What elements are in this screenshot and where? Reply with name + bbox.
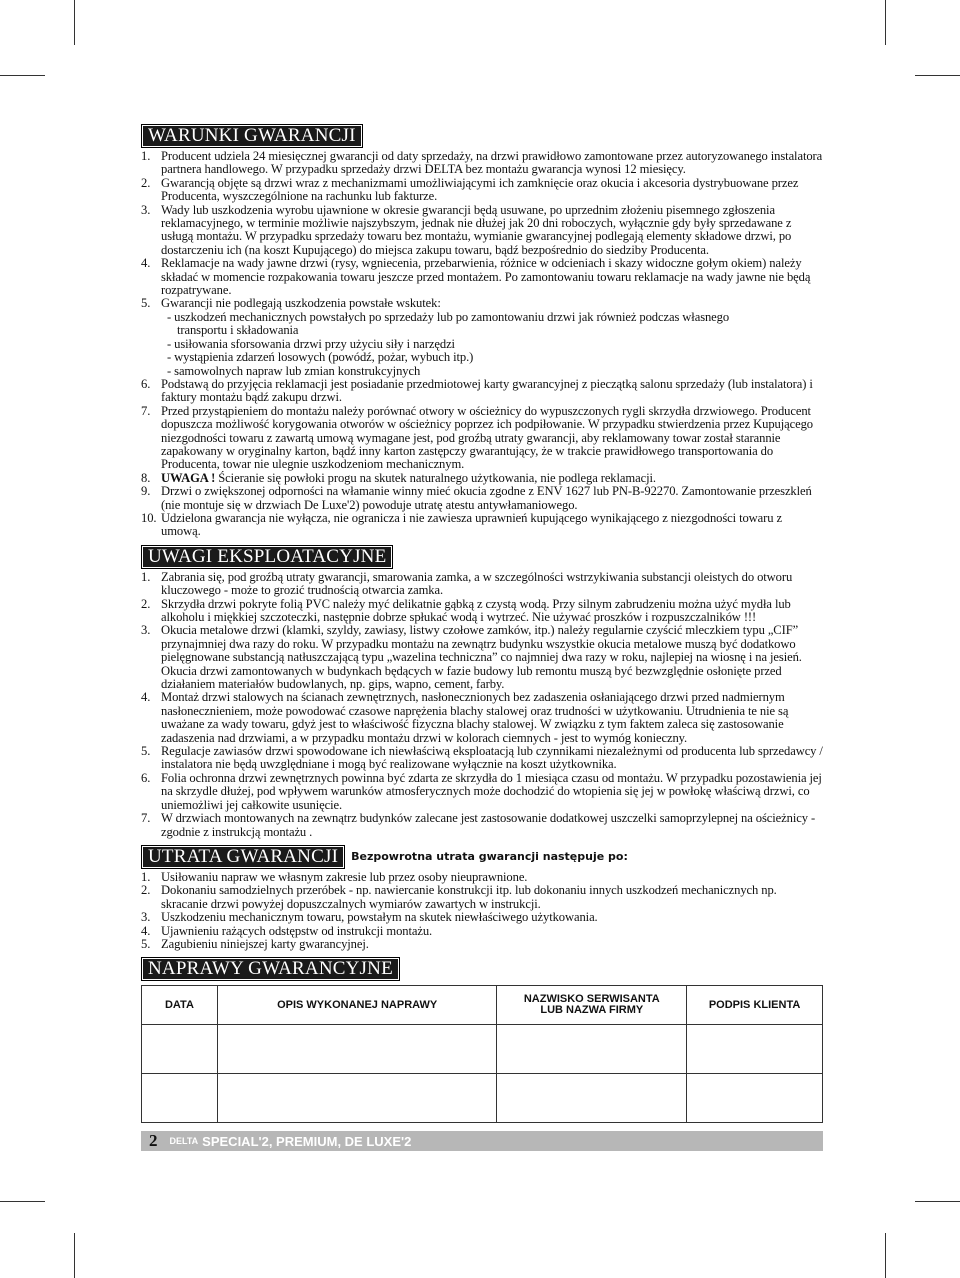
table-cell[interactable] — [687, 1025, 823, 1074]
item-number: 3. — [141, 623, 151, 638]
item-text: Ujawnieniu rażących odstępstw od instrukcji montażu. — [161, 923, 433, 938]
table-cell[interactable] — [687, 1074, 823, 1123]
section-header-warranty-loss — [141, 845, 823, 869]
list-item — [141, 745, 823, 772]
item-number: 4. — [141, 690, 151, 705]
item-text: Producent udziela 24 miesięcznej gwarancji od daty sprzedaży, na drzwi prawidłowo zamontowane przez autoryzowanego instalatora partnera handlowego. W przypadku sprzedaży drzwi DELTA bez montażu gwarancja wynosi 12 miesięcy. — [161, 149, 823, 177]
item-text: Usiłowaniu napraw we własnym zakresie lub przez osoby nieuprawnione. — [161, 869, 528, 884]
crop-mark — [915, 75, 960, 76]
table-row — [142, 1074, 823, 1123]
list-item — [141, 297, 823, 377]
item-text: Drzwi o zwiększonej odporności na włamanie winny mieć okucia zgodne z ENV 1627 lub PN-B-92270. Zamontowanie przeszkleń (nie montuje się w drzwiach De Luxe'2) powoduje utratę atestu antywłamaniowego. — [161, 484, 812, 512]
usage-notes-list — [141, 571, 823, 839]
item-text — [161, 472, 823, 485]
item-number: 4. — [141, 923, 151, 938]
column-header-client-signature: PODPIS KLIENTA — [687, 986, 823, 1025]
column-header-repair-description: OPIS WYKONANEJ NAPRAWY — [217, 986, 497, 1025]
item-text: Gwarancją objęte są drzwi wraz z mechanizmami umożliwiającymi ich zamknięcie oraz okucia i akcesoria dystrybuowane przez Producenta, wyszczególnione na rachunku lub fakturze. — [161, 175, 799, 204]
section-header-warranty-repairs — [141, 957, 823, 981]
crop-mark — [885, 0, 886, 45]
section-header-warranty-terms — [141, 124, 823, 148]
item-text: Podstawą do przyjęcia reklamacji jest posiadanie przedmiotowej karty gwarancyjnej z pieczątką salonu sprzedaży (lub instalatora) i faktury montażu bądź zakupu drzwi. — [161, 376, 813, 405]
column-header-technician: NAZWISKO SERWISANTA LUB NAZWA FIRMY — [497, 986, 687, 1025]
sub-bullet: - wystąpienia zdarzeń losowych (powódź, pożar, wybuch itp.) — [167, 350, 474, 365]
list-item — [141, 485, 823, 512]
item-number: 6. — [141, 376, 151, 391]
list-item — [141, 624, 823, 691]
item-lead: Gwarancji nie podlegają uszkodzenia powstałe wskutek: — [161, 296, 441, 311]
warranty-loss-list — [141, 871, 823, 951]
item-number: 2. — [141, 596, 151, 611]
section-title: UTRATA GWARANCJI — [141, 845, 345, 869]
item-number: 5. — [141, 744, 151, 759]
item-text: Dokonaniu samodzielnych przeróbek - np. nawiercanie konstrukcji itp. lub dokonaniu innych uszkodzeń mechanicznych np. skracanie drzwi powyżej dopuszczalnych wymiarów zawartych w instrukcji. — [161, 883, 777, 911]
item-text: Udzielona gwarancja nie wyłącza, nie ogranicza i nie zawiesza uprawnień kupującego wynikającego z niezgodności towaru z umową. — [161, 510, 782, 539]
item-text — [161, 297, 823, 377]
list-item — [141, 150, 823, 177]
item-text: Montaż drzwi stalowych na ścianach zewnętrznych, nasłonecznionych bez zadaszenia osłaniającego drzwi przed nadmiernym nasłonecznieniem, może powodować czasowe naprężenia blachy stalowej oraz trudności w użytkowaniu. Utrudnienia te nie są uważane za wady towaru, gdyż jest to właściwość fizyczna blachy stalowej. W związku z tym faktem zaleca się zastosowanie zadaszenia nad drzwiami, a w przypadku montażu drzwi w kolorach ciemnych - jest to wymóg konieczny. — [161, 690, 789, 745]
item-number: 3. — [141, 202, 151, 217]
item-number: 1. — [141, 149, 151, 163]
item-number: 10. — [141, 510, 157, 525]
table-cell[interactable] — [497, 1025, 687, 1074]
item-number: 7. — [141, 811, 151, 826]
list-item — [141, 871, 823, 884]
product-models: SPECIAL'2, PREMIUM, DE LUXE'2 — [202, 1133, 412, 1149]
list-item — [141, 772, 823, 812]
sub-bullet: - usiłowania sforsowania drzwi przy użyciu siły i narzędzi — [167, 336, 455, 351]
item-text: Folia ochronna drzwi zewnętrznych powinna być zdarta ze skrzydła do 1 miesiąca czasu od montażu. W przypadku pozostawienia jej na skrzydle dłużej, pod wpływem warunków atmosferycznych może dochodzić do wtopienia się jej w powłokę właściwą drzwi, co uniemożliwi jej całkowite usunięcie. — [161, 770, 822, 812]
list-item — [141, 925, 823, 938]
warranty-terms-list — [141, 150, 823, 539]
item-text: Regulacje zawiasów drzwi spowodowane ich niewłaściwą eksploatacją lub czynnikami niezależnymi od producenta lub sprzedawcy / instalatora nie będą uwzględniane i mogą być realizowane wyłącznie na koszt użytkownika. — [161, 744, 823, 772]
page-footer — [141, 1131, 823, 1151]
list-item — [141, 472, 823, 485]
repairs-table — [141, 985, 823, 1123]
item-text: W drzwiach montowanych na zewnątrz budynków zalecane jest zastosowanie dodatkowej uszczelki samoprzylepnej na ościeżnicy - zgodnie z instrukcją montażu . — [161, 811, 816, 839]
list-item — [141, 812, 823, 839]
section-header-usage-notes — [141, 545, 823, 569]
list-item — [141, 204, 823, 258]
crop-mark — [74, 1233, 75, 1278]
item-number: 3. — [141, 910, 151, 925]
list-item — [141, 177, 823, 204]
sub-bullet — [161, 311, 823, 338]
item-number: 6. — [141, 770, 151, 785]
crop-mark — [74, 0, 75, 45]
column-header-date: DATA — [142, 986, 218, 1025]
table-cell[interactable] — [142, 1025, 218, 1074]
list-item — [141, 405, 823, 472]
section-subtitle: Bezpowrotna utrata gwarancji następuje po: — [351, 850, 628, 864]
crop-mark — [885, 1233, 886, 1278]
crop-mark — [915, 1201, 960, 1202]
sub-bullet-continuation: transportu i składowania — [177, 323, 299, 338]
page-number: 2 — [149, 1131, 158, 1150]
list-item — [141, 378, 823, 405]
crop-mark — [0, 75, 45, 76]
list-item — [141, 938, 823, 951]
table-cell[interactable] — [217, 1025, 497, 1074]
item-text: Wady lub uszkodzenia wyrobu ujawnione w okresie gwarancji będą usuwane, po uprzednim złożeniu pisemnego zgłoszenia reklamacyjnego, w terminie możliwie najszybszym, jednak nie dłużej jak 20 dni roboczych, wyłącznie gdy były sprzedawane z usługą montażu. W przypadku sprzedaży towaru bez montażu, wymianie gwarancyjnej podlegają elementy składowe drzwi, po dostarczeniu ich (na koszt Kupującego) do miejsca zakupu towaru, bądź bezpośrednio do siedziby Producenta. — [161, 202, 792, 257]
item-text: Przed przystąpieniem do montażu należy porównać otwory w ościeżnicy do wypuszczonych rygli skrzydła drzwiowego. Producent dopuszcza możliwość korygowania otworów w ościeżnicy poprzez ich podpiłowanie. W przypadku stwierdzenia przez Kupującego niezgodności towaru z zawartą umową wymagane jest, pod groźbą utraty gwarancji, aby reklamowany towar został starannie zapakowany w oryginalny karton, bądź inny karton zastępczy gwarantujący, że w trakcie prawidłowego transportowania do Producenta, towar nie ulegnie uszkodzeniom mechanicznym. — [161, 403, 813, 472]
sub-bullet: - samowolnych napraw lub zmian konstrukcyjnych — [167, 363, 421, 378]
list-item — [141, 911, 823, 924]
item-text: Skrzydła drzwi pokryte folią PVC należy myć delikatnie gąbką z czystą wodą. Przy silnym zabrudzeniu można użyć mydła lub alkoholu i miękkiej szczoteczki, następnie dobrze spłukać wodą i wytrzeć. Nie używać proszków i rozpuszczalników !!! — [161, 596, 791, 624]
section-title: NAPRAWY GWARANCYJNE — [141, 957, 400, 981]
crop-mark — [0, 1201, 45, 1202]
item-number: 1. — [141, 569, 151, 584]
item-number: 9. — [141, 484, 151, 499]
document-page — [141, 124, 823, 1123]
section-title: WARUNKI GWARANCJI — [141, 124, 363, 148]
item-text: Zabrania się, pod groźbą utraty gwarancji, smarowania zamka, a w szczególności wstrzykiwania substancji oleistych do otworu kluczowego - może to grozić trudnością otwarcia zamka. — [161, 569, 793, 598]
item-number: 8. — [141, 470, 151, 485]
section-title: UWAGI EKSPLOATACYJNE — [141, 545, 393, 569]
item-text: Uszkodzeniu mechanicznym towaru, powstałym na skutek niewłaściwego użytkowania. — [161, 910, 598, 925]
warning-text: Ścieranie się powłoki progu na skutek naturalnego użytkowania, nie podlega reklamacji. — [218, 470, 656, 485]
item-number: 7. — [141, 403, 151, 418]
list-item — [141, 598, 823, 625]
item-number: 5. — [141, 296, 151, 311]
item-number: 4. — [141, 256, 151, 271]
item-text: Reklamacje na wady jawne drzwi (rysy, wgniecenia, przebarwienia, różnice w odcieniach i skazy widoczne gołym okiem) należy składać w momencie rozpakowania towaru jeszcze przed montażem. Po zamontowaniu towaru reklamacje na wady jawne nie będą rozpatrywane. — [161, 256, 811, 298]
sub-bullet-text: - uszkodzeń mechanicznych powstałych po sprzedaży lub po zamontowaniu drzwi jak również podczas własnego — [167, 309, 730, 324]
list-item — [141, 512, 823, 539]
table-cell[interactable] — [497, 1074, 687, 1123]
item-text: Okucia metalowe drzwi (klamki, szyldy, zawiasy, listwy czołowe zamków, itp.) należy regularnie czyścić mleczkiem typu „CIF” przynajmniej dwa razy do roku. W przypadku montażu na zewnątrz budynku wszystkie okucia metalowe muszą być dodatkowo pielęgnowane substancją natłuszczającą typu „wazelina techniczna” co najmniej dwa razy w roku, najlepiej na wiosnę i na jesień. Okucia drzwi zamontowanych w budynkach będących w fazie budowy lub remontu muszą być bezwzględnie osłonięte przed działaniem materiałów budowlanych, np. gips, wapno, cement, farby. — [161, 623, 802, 692]
list-item — [141, 571, 823, 598]
item-number: 1. — [141, 869, 151, 884]
item-number: 5. — [141, 936, 151, 951]
table-header-row — [142, 986, 823, 1025]
item-number: 2. — [141, 883, 151, 898]
table-cell[interactable] — [217, 1074, 497, 1123]
item-number: 2. — [141, 175, 151, 190]
table-cell[interactable] — [142, 1074, 218, 1123]
list-item — [141, 691, 823, 745]
list-item — [141, 884, 823, 911]
item-text: Zagubieniu niniejszej karty gwarancyjnej. — [161, 936, 369, 951]
warning-label: UWAGA ! — [161, 470, 219, 485]
table-row — [142, 1025, 823, 1074]
brand-name: DELTA — [169, 1136, 199, 1146]
list-item — [141, 257, 823, 297]
